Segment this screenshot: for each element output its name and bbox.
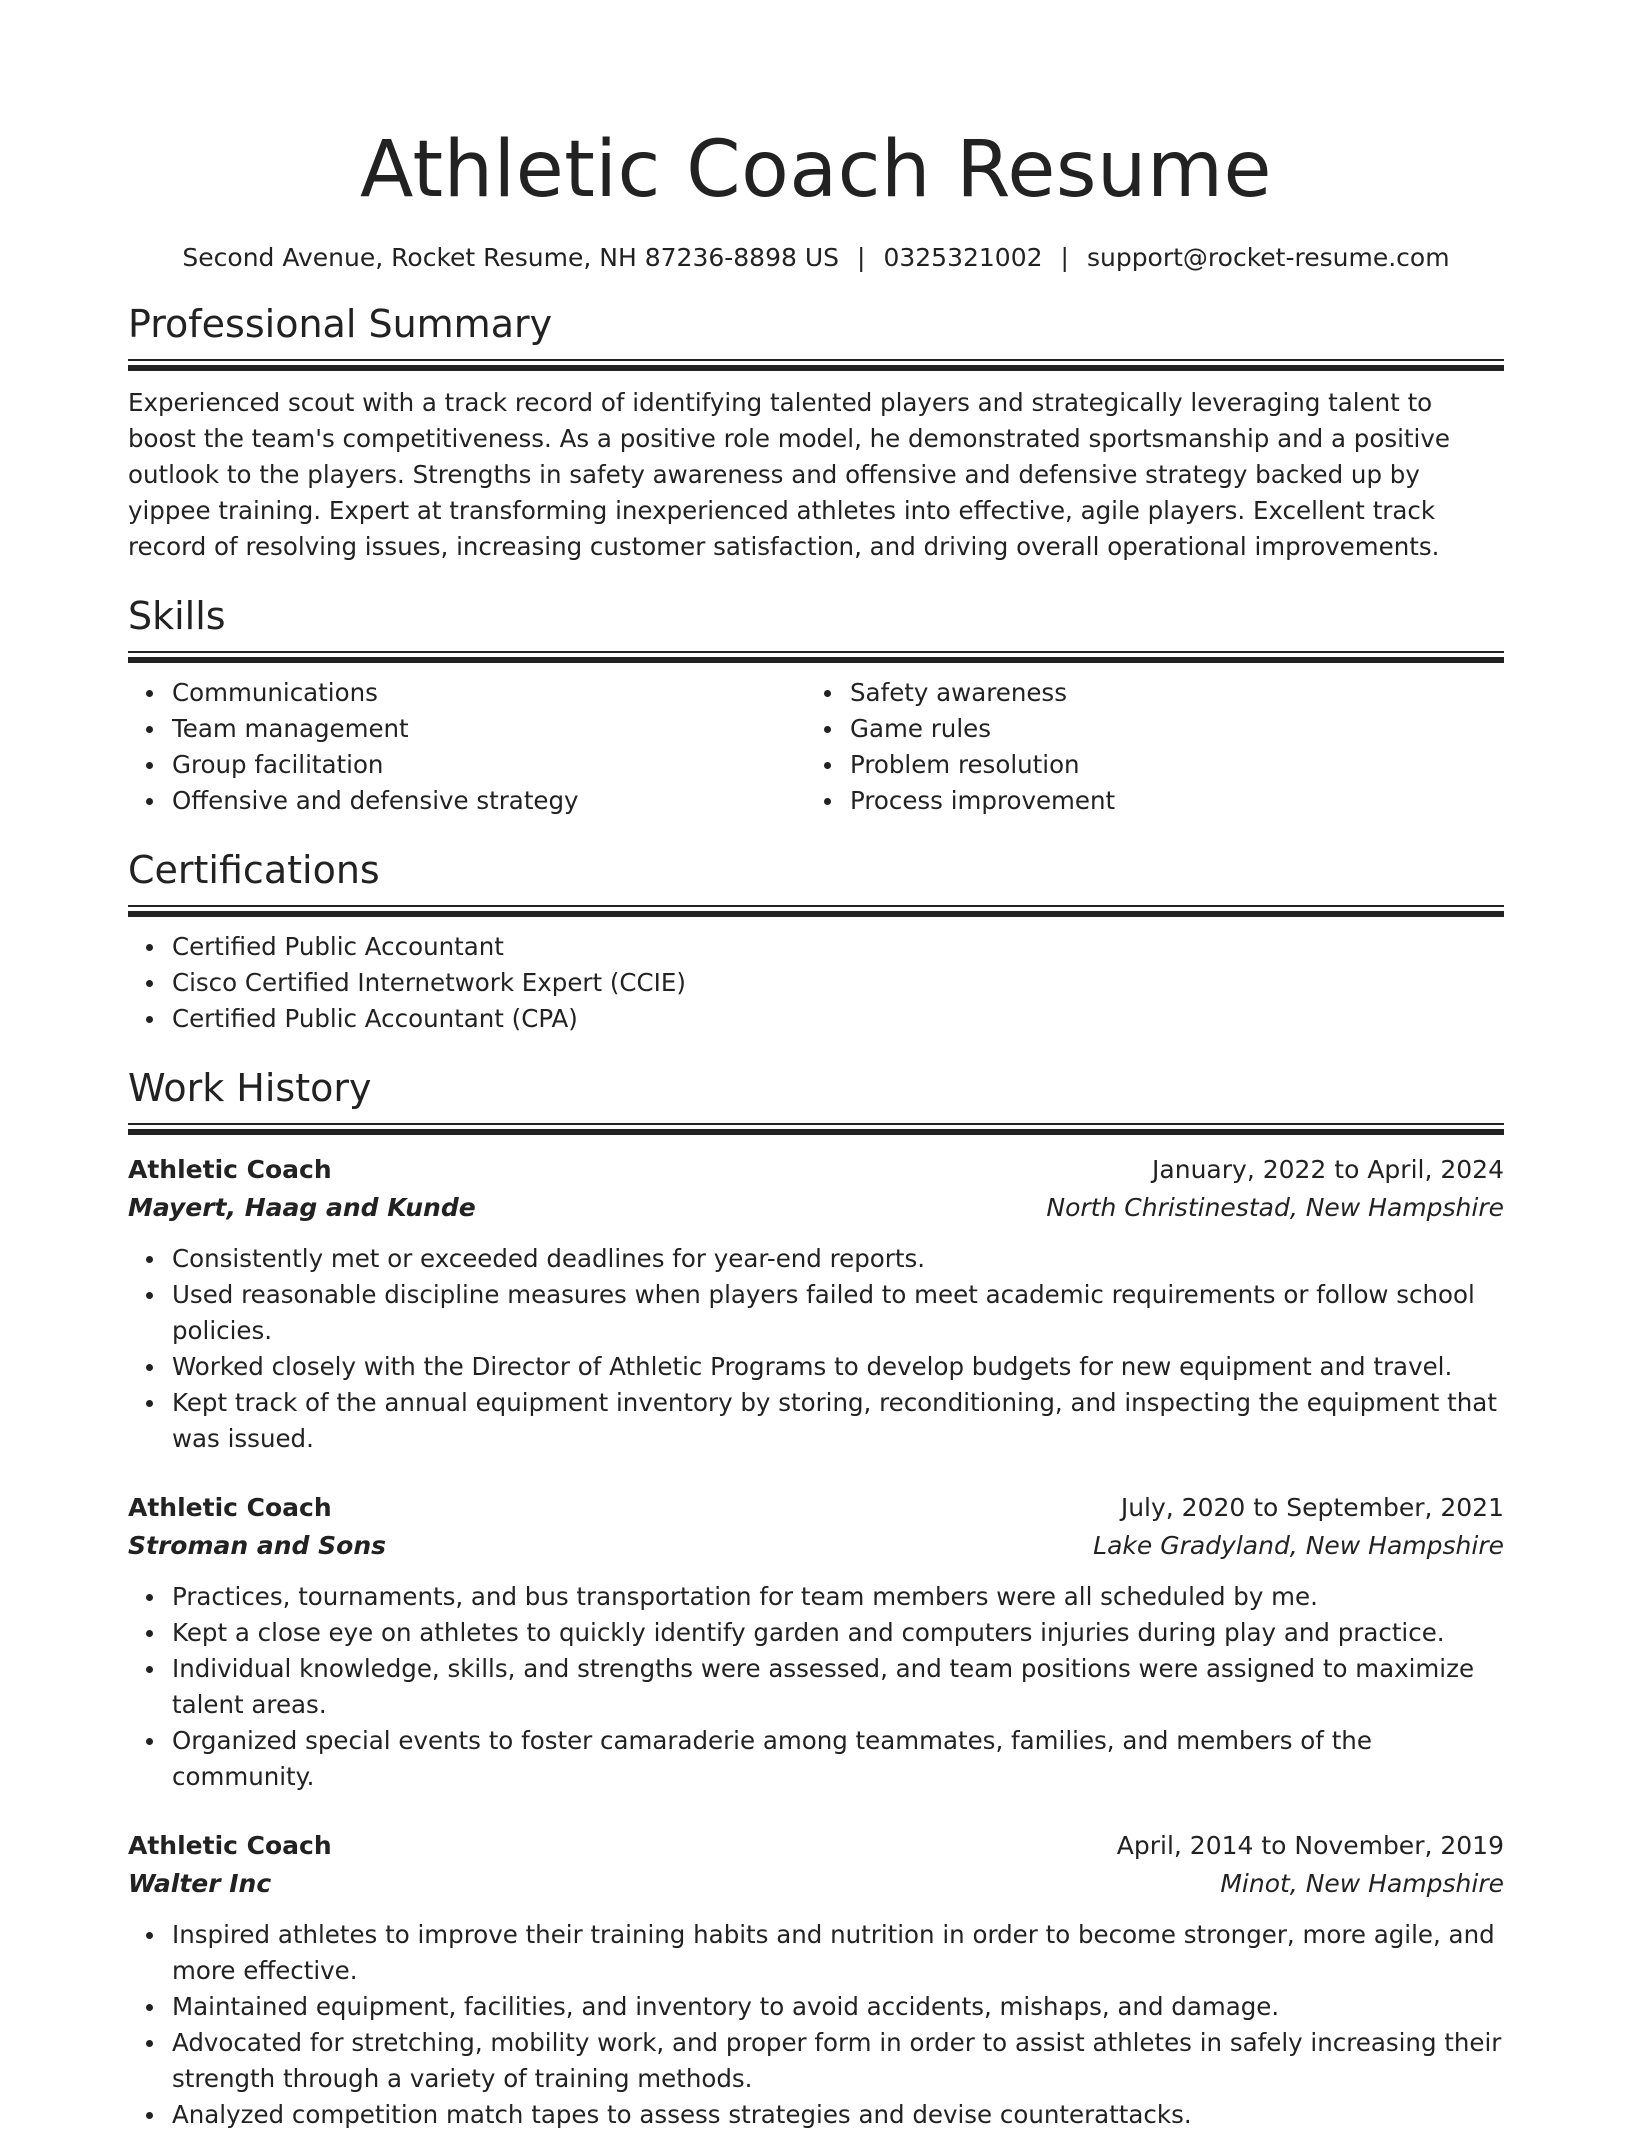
job-bullet: Inspired athletes to improve their training habits and nutrition in order to become stronger, more agile, and more effective. bbox=[172, 1917, 1504, 1989]
contact-phone: 0325321002 bbox=[883, 243, 1043, 272]
skills-list-left bbox=[128, 675, 806, 819]
skill-item: Communications bbox=[172, 675, 806, 711]
job-company: Mayert, Haag and Kunde bbox=[128, 1193, 476, 1222]
contact-line bbox=[128, 241, 1504, 275]
job-dates: January, 2022 to April, 2024 bbox=[1152, 1155, 1504, 1184]
job-bullets bbox=[128, 1917, 1504, 2133]
job-company-row bbox=[128, 1189, 1504, 1227]
job-location: Lake Gradyland, New Hampshire bbox=[1093, 1531, 1504, 1560]
job-dates: April, 2014 to November, 2019 bbox=[1116, 1831, 1504, 1860]
skill-item: Problem resolution bbox=[850, 747, 1484, 783]
work-history-heading: Work History bbox=[128, 1066, 372, 1110]
certification-item: Certified Public Accountant bbox=[172, 929, 1504, 965]
job-dates: July, 2020 to September, 2021 bbox=[1120, 1493, 1504, 1522]
job-bullet: Maintained equipment, facilities, and inventory to avoid accidents, mishaps, and damage. bbox=[172, 1989, 1504, 2025]
job-bullet: Individual knowledge, skills, and strengths were assessed, and team positions were assigned to maximize talent areas. bbox=[172, 1651, 1504, 1723]
section-divider bbox=[128, 1123, 1504, 1135]
skill-item: Safety awareness bbox=[850, 675, 1484, 711]
job-entry bbox=[128, 1489, 1504, 1795]
job-bullet: Analyzed competition match tapes to assess strategies and devise counterattacks. bbox=[172, 2097, 1504, 2133]
job-entry bbox=[128, 1827, 1504, 2133]
resume-title: Athletic Coach Resume bbox=[360, 125, 1272, 215]
skill-item: Game rules bbox=[850, 711, 1484, 747]
contact-email: support@rocket-resume.com bbox=[1086, 243, 1450, 272]
job-company-row bbox=[128, 1865, 1504, 1903]
certification-item: Certified Public Accountant (CPA) bbox=[172, 1001, 1504, 1037]
resume-page bbox=[128, 0, 1504, 2133]
job-bullet: Kept track of the annual equipment inventory by storing, reconditioning, and inspecting the equipment that was issued. bbox=[172, 1385, 1504, 1457]
job-bullet: Advocated for stretching, mobility work, and proper form in order to assist athletes in safely increasing their strength through a variety of training methods. bbox=[172, 2025, 1504, 2097]
section-divider bbox=[128, 359, 1504, 371]
skills-heading: Skills bbox=[128, 594, 226, 638]
contact-address: Second Avenue, Rocket Resume, NH 87236-8898 US bbox=[182, 243, 840, 272]
job-title: Athletic Coach bbox=[128, 1493, 332, 1522]
skills-section bbox=[128, 591, 1504, 819]
skill-item: Team management bbox=[172, 711, 806, 747]
job-header-row bbox=[128, 1151, 1504, 1189]
job-entry bbox=[128, 1151, 1504, 1457]
job-bullets bbox=[128, 1579, 1504, 1795]
contact-separator: | bbox=[1060, 243, 1069, 272]
summary-section bbox=[128, 299, 1504, 565]
job-company-row bbox=[128, 1527, 1504, 1565]
certifications-list bbox=[128, 929, 1504, 1037]
skills-columns bbox=[128, 663, 1504, 819]
job-title: Athletic Coach bbox=[128, 1831, 332, 1860]
certifications-section bbox=[128, 845, 1504, 1037]
job-header-row bbox=[128, 1827, 1504, 1865]
job-bullet: Consistently met or exceeded deadlines for year-end reports. bbox=[172, 1241, 1504, 1277]
job-bullet: Organized special events to foster camaraderie among teammates, families, and members of the community. bbox=[172, 1723, 1504, 1795]
section-divider bbox=[128, 905, 1504, 917]
certification-item: Cisco Certified Internetwork Expert (CCIE) bbox=[172, 965, 1504, 1001]
contact-separator: | bbox=[857, 243, 866, 272]
skill-item: Process improvement bbox=[850, 783, 1484, 819]
job-bullet: Kept a close eye on athletes to quickly identify garden and computers injuries during play and practice. bbox=[172, 1615, 1504, 1651]
job-header-row bbox=[128, 1489, 1504, 1527]
job-title: Athletic Coach bbox=[128, 1155, 332, 1184]
skills-list-right bbox=[806, 675, 1484, 819]
job-bullets bbox=[128, 1241, 1504, 1457]
job-company: Walter Inc bbox=[128, 1869, 272, 1898]
skill-item: Offensive and defensive strategy bbox=[172, 783, 806, 819]
summary-heading: Professional Summary bbox=[128, 302, 553, 346]
job-location: Minot, New Hampshire bbox=[1220, 1869, 1504, 1898]
job-location: North Christinestad, New Hampshire bbox=[1046, 1193, 1504, 1222]
section-divider bbox=[128, 651, 1504, 663]
job-company: Stroman and Sons bbox=[128, 1531, 387, 1560]
certifications-heading: Certifications bbox=[128, 848, 380, 892]
job-bullet: Worked closely with the Director of Athletic Programs to develop budgets for new equipment and travel. bbox=[172, 1349, 1504, 1385]
work-history-section bbox=[128, 1063, 1504, 2133]
skill-item: Group facilitation bbox=[172, 747, 806, 783]
summary-text: Experienced scout with a track record of identifying talented players and strategically leveraging talent to boost the team's competitiveness. As a positive role model, he demonstrated sportsmanship and a positive outlook to the players. Strengths in safety awareness and offensive and defensive strategy backed up by yippee training. Expert at transforming inexperienced athletes into effective, agile players. Excellent track record of resolving issues, increasing customer satisfaction, and driving overall operational improvements. bbox=[128, 388, 1450, 561]
job-bullet: Used reasonable discipline measures when players failed to meet academic requirements or follow school policies. bbox=[172, 1277, 1504, 1349]
job-bullet: Practices, tournaments, and bus transportation for team members were all scheduled by me. bbox=[172, 1579, 1504, 1615]
